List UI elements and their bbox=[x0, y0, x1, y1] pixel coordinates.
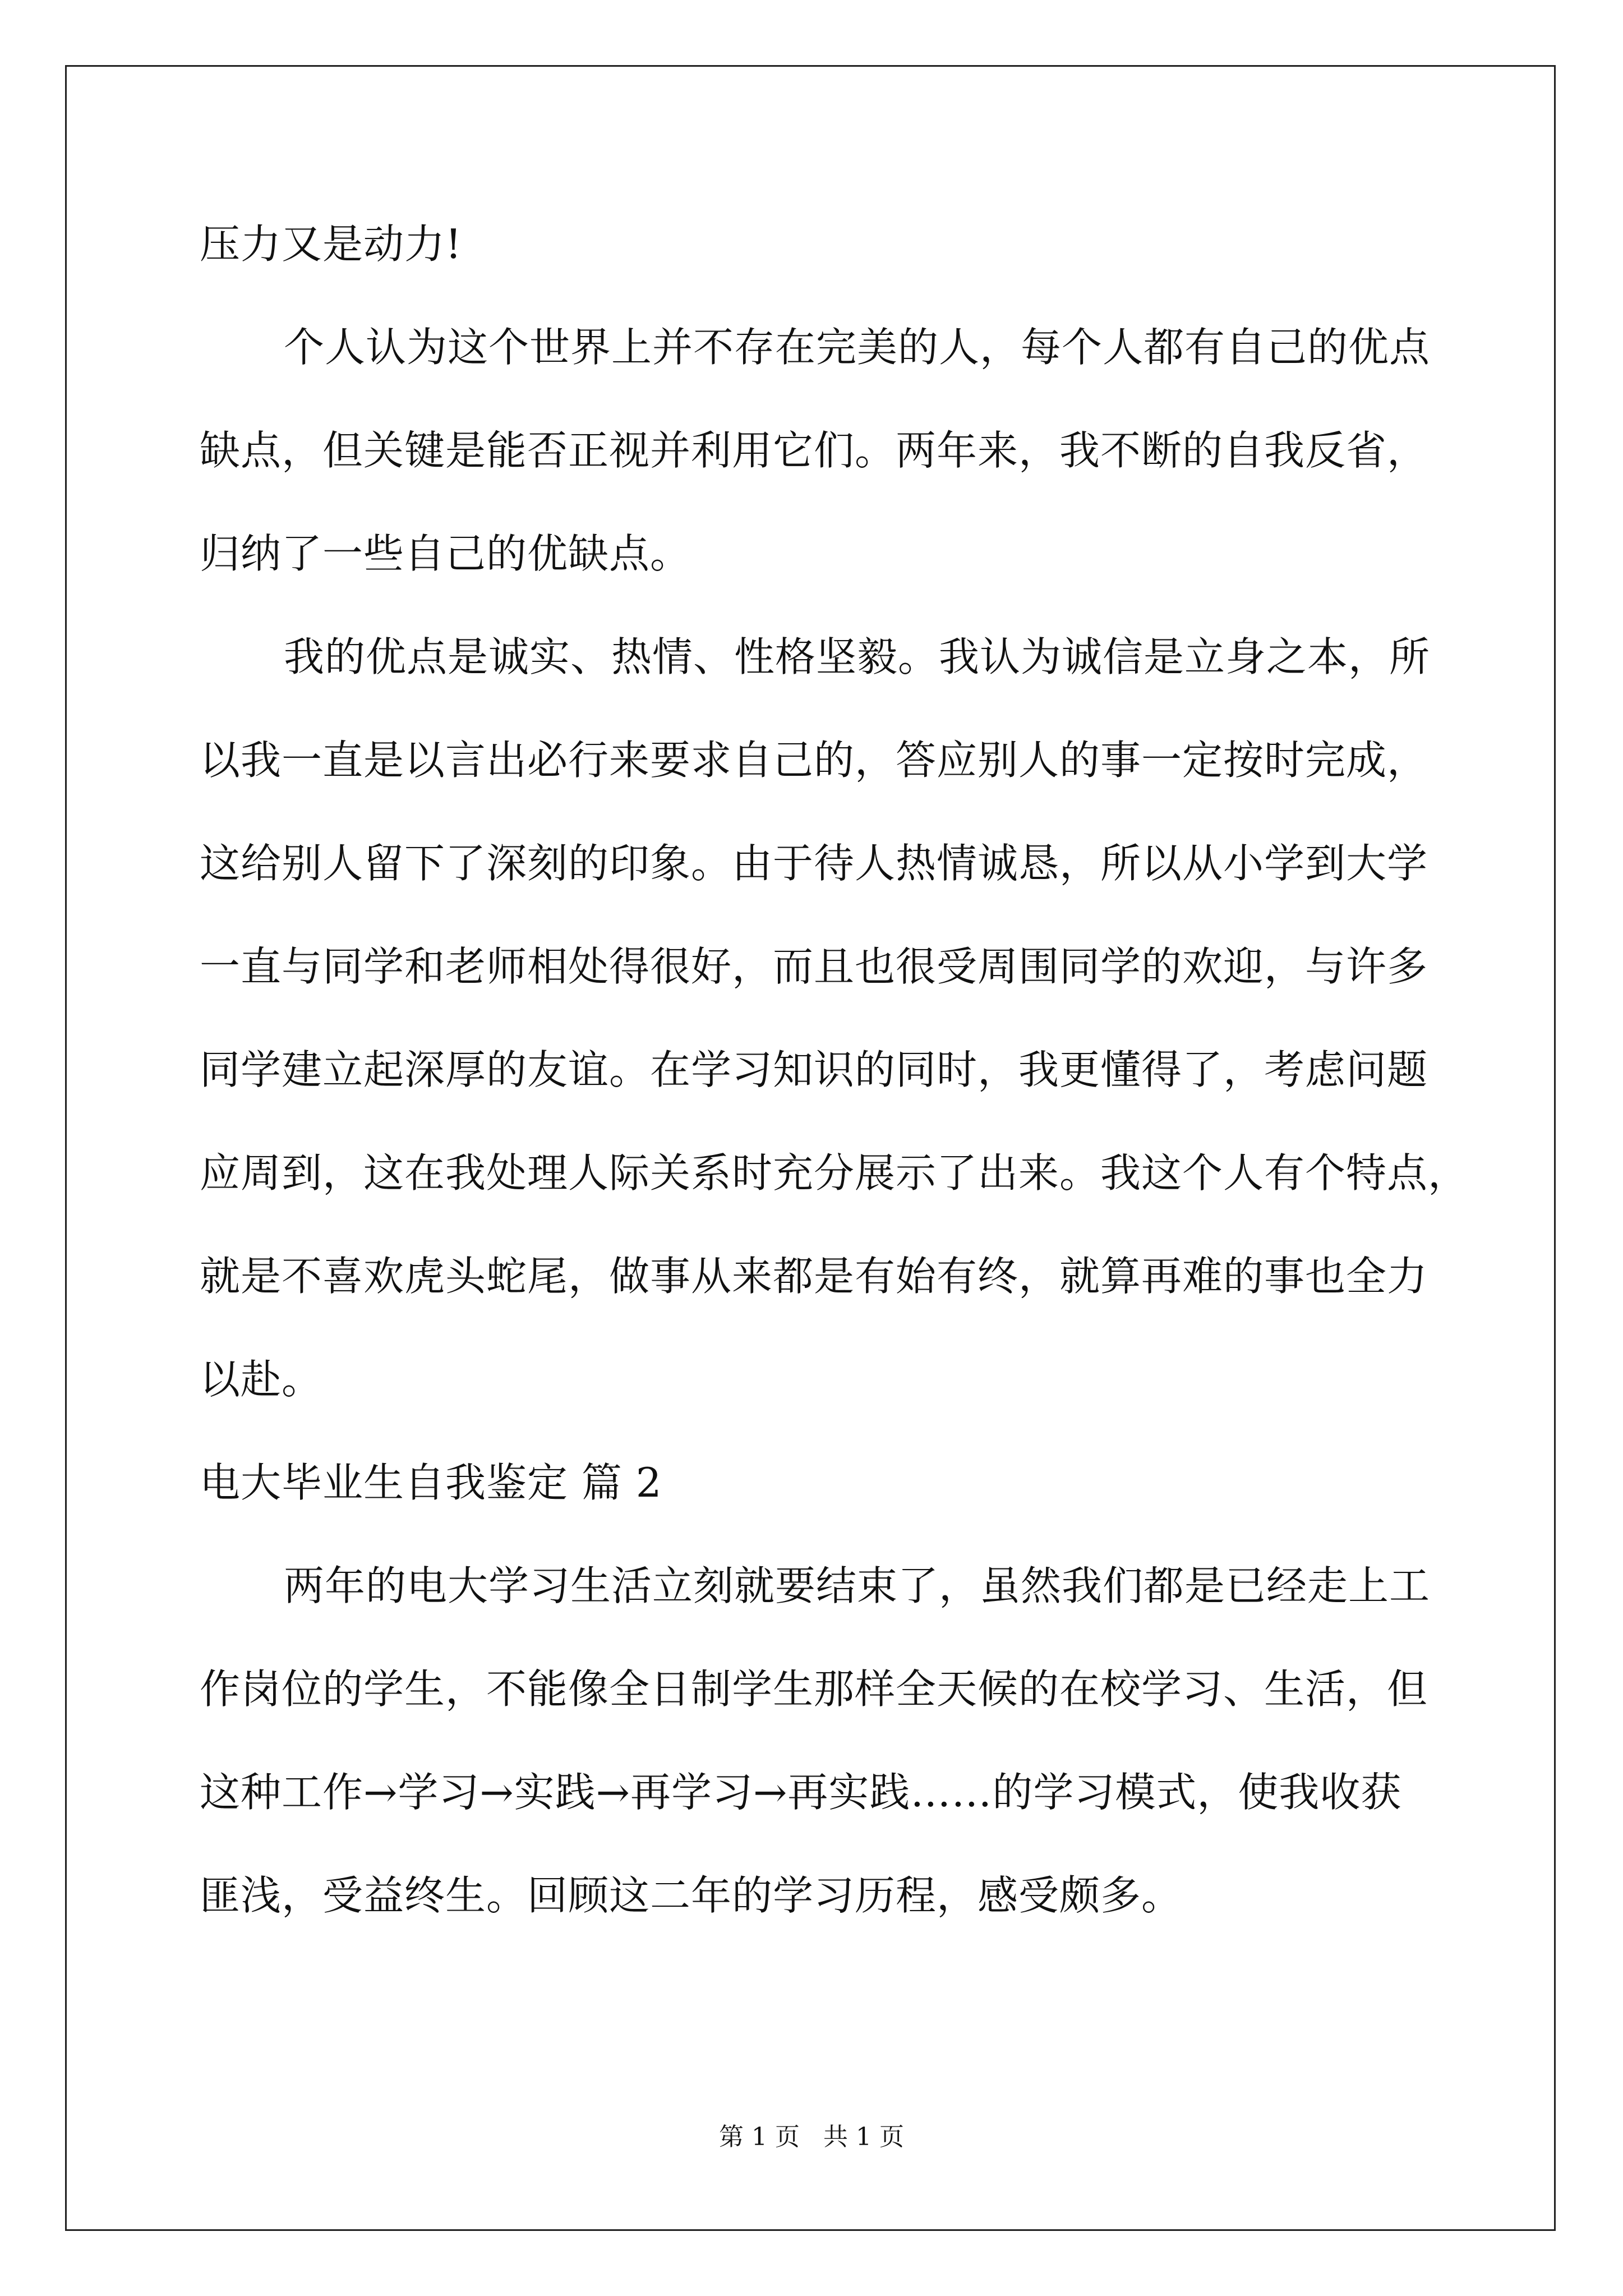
text-line: 匪浅，受益终生。回顾这二年的学习历程，感受颇多。 bbox=[200, 1872, 1183, 1919]
text-line: 以我一直是以言出必行来要求自己的，答应别人的事一定按时完成， bbox=[200, 737, 1428, 784]
text-line: 同学建立起深厚的友谊。在学习知识的同时，我更懂得了，考虑问题 bbox=[200, 1046, 1428, 1093]
text-line: 压力又是动力! bbox=[200, 220, 462, 268]
text-line: 这给别人留下了深刻的印象。由于待人热情诚恳，所以从小学到大学 bbox=[200, 840, 1428, 887]
text-line: 作岗位的学生，不能像全日制学生那样全天候的在校学习、生活，但 bbox=[200, 1665, 1428, 1713]
text-line: 就是不喜欢虎头蛇尾，做事从来都是有始有终，就算再难的事也全力 bbox=[200, 1253, 1428, 1300]
paragraph-first-line: 个人认为这个世界上并不存在完美的人，每个人都有自己的优点 bbox=[284, 324, 1431, 371]
text-line: 缺点，但关键是能否正视并利用它们。两年来，我不断的自我反省， bbox=[200, 427, 1428, 474]
document-body bbox=[200, 219, 1467, 1921]
text-line: 归纳了一些自己的优缺点。 bbox=[200, 530, 691, 577]
paragraph-first-line: 我的优点是诚实、热情、性格坚毅。我认为诚信是立身之本，所 bbox=[284, 633, 1431, 680]
text-line: 这种工作→学习→实践→再学习→再实践……的学习模式，使我收获 bbox=[200, 1769, 1402, 1816]
page-footer: 第 1 页 共 1 页 bbox=[719, 2123, 904, 2151]
text-line: 应周到，这在我处理人际关系时充分展示了出来。我这个人有个特点， bbox=[200, 1149, 1469, 1197]
text-line: 以赴。 bbox=[200, 1356, 323, 1403]
text-line: 一直与同学和老师相处得很好，而且也很受周围同学的欢迎，与许多 bbox=[200, 943, 1428, 990]
paragraph-first-line: 两年的电大学习生活立刻就要结束了，虽然我们都是已经走上工 bbox=[284, 1562, 1431, 1609]
section-heading: 电大毕业生自我鉴定 篇 2 bbox=[200, 1459, 662, 1506]
